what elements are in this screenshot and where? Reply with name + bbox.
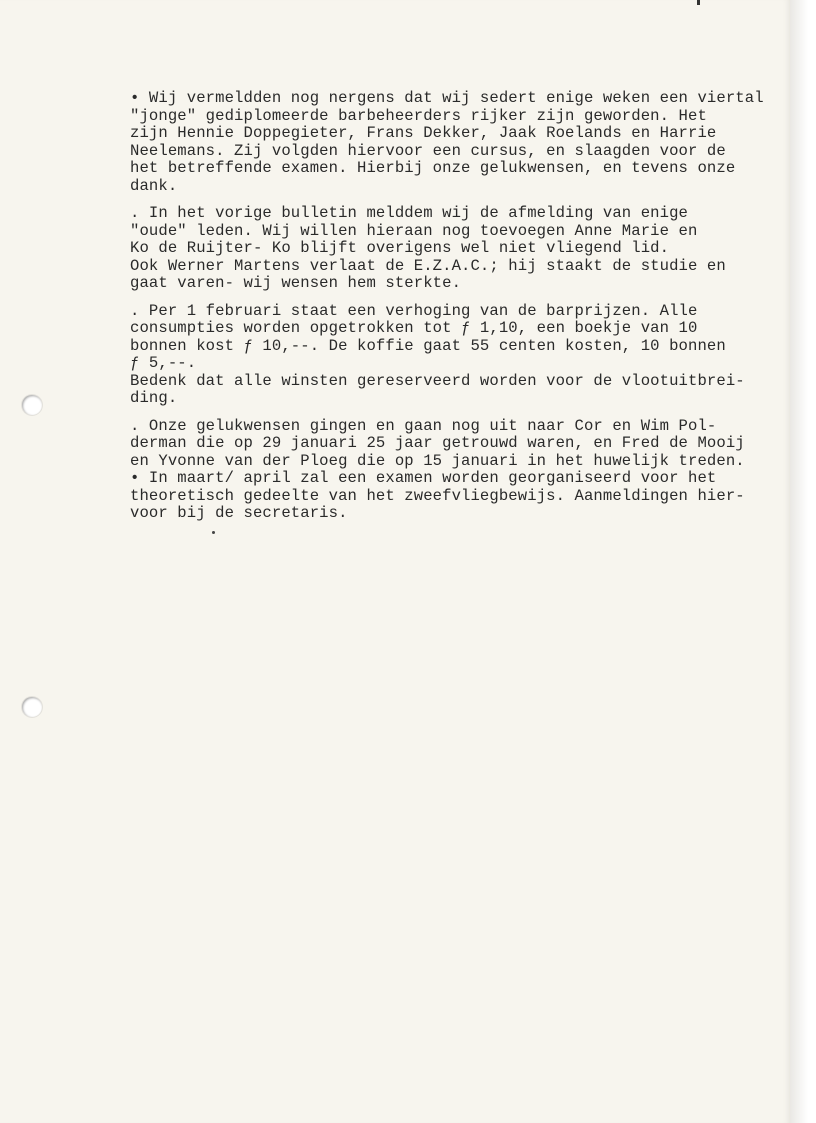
text-line: consumpties worden opgetrokken tot ƒ 1,10, een boekje van 10 [130, 319, 698, 337]
page-edge [790, 0, 816, 1123]
text-line: . Onze gelukwensen gingen en gaan nog uit naar Cor en Wim Pol- [130, 416, 717, 435]
punch-hole-bottom [22, 697, 42, 717]
text-line: Ko de Ruijter- Ko blijft overigens wel niet vliegend lid. [130, 239, 670, 257]
text-line: voor bij de secretaris. [130, 504, 348, 522]
text-line: en Yvonne van der Ploeg die op 15 januari in het huwelijk treden. [130, 451, 745, 470]
text-line: het betreffende examen. Hierbij onze gelukwensen, en tevens onze [130, 159, 736, 177]
text-line: theoretisch gedeelte van het zweefvliegbewijs. Aanmeldingen hier- [130, 486, 745, 505]
text-line: derman die op 29 januari 25 jaar getrouwd waren, en Fred de Mooij [130, 434, 745, 452]
text-line: gaat varen- wij wensen hem sterkte. [130, 274, 462, 292]
text-line: "jonge" gediplomeerde barbeheerders rijker zijn geworden. Het [130, 106, 707, 125]
paragraph-afmelding [130, 205, 780, 293]
ink-speck [212, 531, 215, 534]
text-line: Ook Werner Martens verlaat de E.Z.A.C.; hij staakt de studie en [130, 256, 726, 275]
text-line: Neelemans. Zij volgden hiervoor een cursus, en slaagden voor de [130, 141, 726, 160]
text-line: . In het vorige bulletin melddem wij de afmelding van enige [130, 204, 689, 222]
text-line: zijn Hennie Doppegieter, Frans Dekker, Jaak Roelands en Harrie [130, 124, 717, 142]
punch-hole-top [22, 395, 42, 415]
text-line: • Wij vermeldden nog nergens dat wij sedert enige weken een viertal [130, 89, 764, 107]
paragraph-barprijzen [130, 303, 780, 408]
text-line: ƒ 5,--. [130, 354, 197, 372]
text-line: Bedenk dat alle winsten gereserveerd worden voor de vlootuitbrei- [130, 371, 745, 390]
text-line: • In maart/ april zal een examen worden georganiseerd voor het [130, 469, 717, 487]
text-line: ding. [130, 389, 178, 407]
text-line: bonnen kost ƒ 10,--. De koffie gaat 55 centen kosten, 10 bonnen [130, 336, 726, 355]
paragraph-barbeheerders [130, 90, 780, 195]
paragraph-gelukwensen-examen [130, 418, 780, 523]
typewritten-text [130, 90, 780, 523]
text-line: dank. [130, 176, 178, 195]
text-line: "oude" leden. Wij willen hieraan nog toevoegen Anne Marie en [130, 221, 698, 240]
text-line: . Per 1 februari staat een verhoging van de barprijzen. Alle [130, 301, 698, 320]
corner-mark [697, 0, 700, 5]
